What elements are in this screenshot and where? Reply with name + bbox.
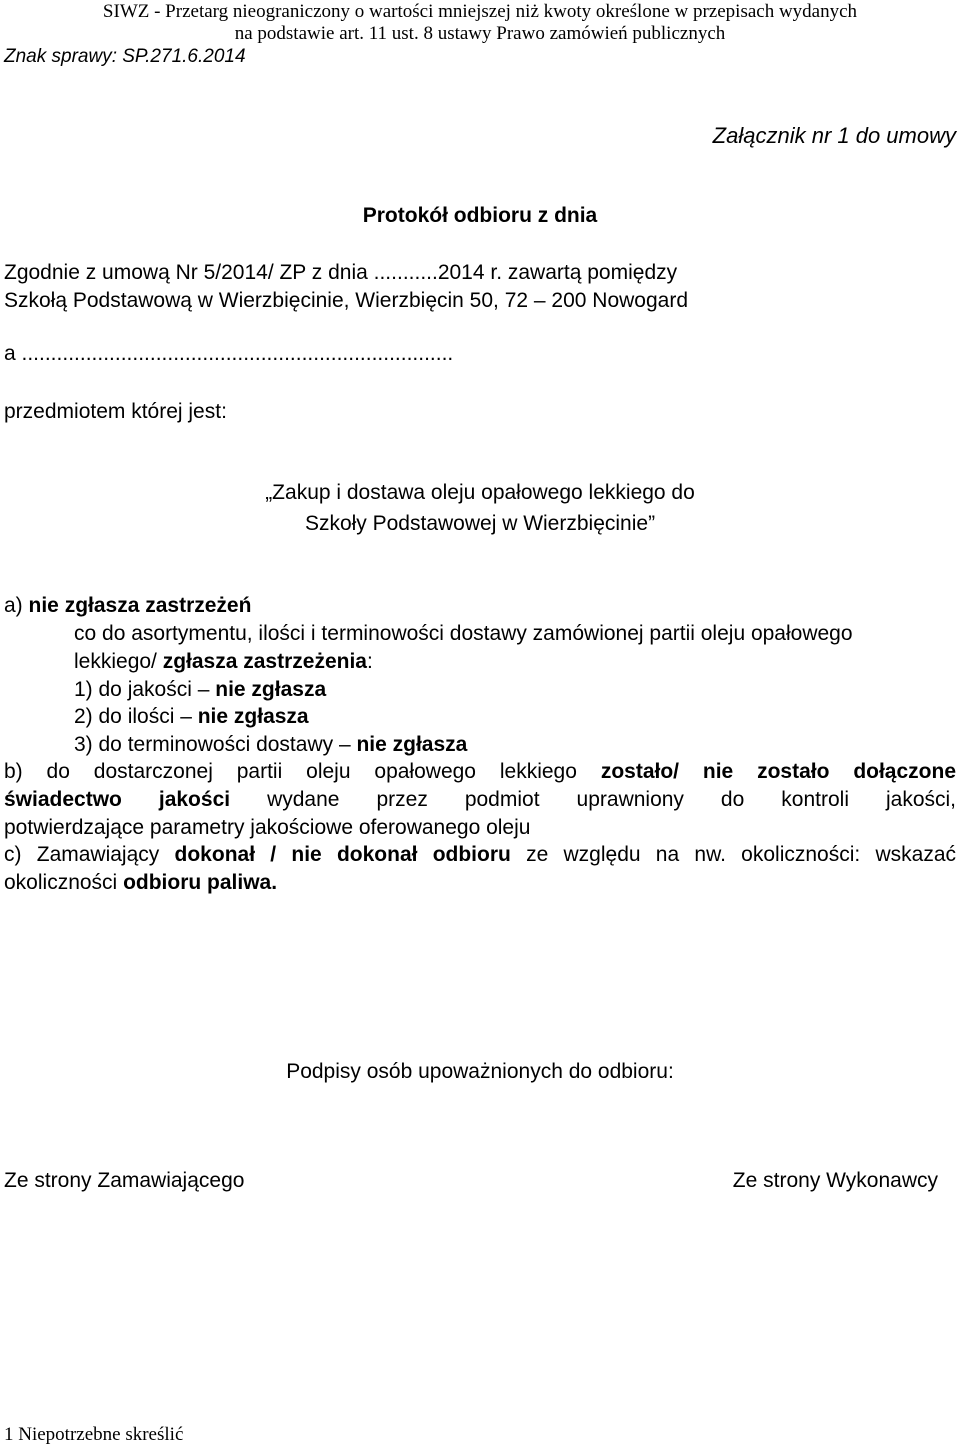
- signature-ordering-party: Ze strony Zamawiającego: [4, 1169, 245, 1192]
- section-b-line-3: potwierdzające parametry jakościowe oferowanego oleju: [4, 816, 531, 839]
- section-c-line-1-bold: dokonał / nie dokonał odbioru: [174, 843, 511, 866]
- item-2-bold: nie zgłasza: [197, 705, 309, 728]
- header-line-2: na podstawie art. 11 ust. 8 ustawy Prawo zamówień publicznych: [234, 23, 726, 44]
- intro-line-1: Zgodnie z umową Nr 5/2014/ ZP z dnia ...........2014 r. zawartą pomiędzy: [4, 261, 678, 284]
- section-a-item-3: [74, 731, 467, 759]
- intro-line-4: przedmiotem której jest:: [4, 400, 227, 423]
- section-c-line-1-end: ze względu na nw. okoliczności: wskazać: [510, 843, 956, 866]
- section-a-line-3: [74, 648, 373, 676]
- section-a-line-3-end: :: [366, 650, 373, 673]
- section-a-line-2: co do asortymentu, ilości i terminowości dostawy zamówionej partii oleju opałowego: [74, 622, 853, 645]
- section-a-item-2: [74, 703, 309, 731]
- item-2-normal: 2) do ilości –: [74, 705, 198, 728]
- section-c-line-2: [4, 869, 277, 897]
- section-a-bold: nie zgłasza zastrzeżeń: [28, 594, 252, 617]
- section-c-line-2-normal: okoliczności: [4, 871, 124, 894]
- section-a-line-3-normal: lekkiego/: [74, 650, 163, 673]
- item-1-normal: 1) do jakości –: [74, 678, 216, 701]
- section-b-line-2-normal: wydane przez podmiot uprawniony do kontroli jakości,: [230, 788, 957, 811]
- section-c-line-1: [4, 841, 956, 869]
- signature-contractor: Ze strony Wykonawcy: [732, 1169, 938, 1192]
- attachment-label: Załącznik nr 1 do umowy: [712, 123, 956, 148]
- section-a-line-3-bold: zgłasza zastrzeżenia: [162, 650, 367, 673]
- section-a-line-1: [4, 592, 251, 620]
- section-c-line-2-bold: odbioru paliwa.: [123, 871, 278, 894]
- section-b-line-1: [4, 758, 956, 786]
- header-line-1: SIWZ - Przetarg nieograniczony o wartości mniejszej niż kwoty określone w przepisach wydanych: [102, 1, 858, 22]
- intro-line-3: a ..........................................................................: [4, 342, 454, 365]
- item-3-bold: nie zgłasza: [356, 733, 468, 756]
- intro-line-2: Szkołą Podstawową w Wierzbięcinie, Wierzbięcin 50, 72 – 200 Nowogard: [4, 289, 688, 312]
- document-title: Protokół odbioru z dnia: [362, 204, 598, 227]
- section-a-prefix: a): [4, 594, 29, 617]
- section-b-line-2: [4, 786, 956, 814]
- footnote: 1 Niepotrzebne skreślić: [4, 1424, 184, 1445]
- item-1-bold: nie zgłasza: [215, 678, 327, 701]
- subject-line-1: „Zakup i dostawa oleju opałowego lekkiego do: [265, 481, 695, 504]
- section-a-item-1: [74, 676, 326, 704]
- section-b-line-1-normal: b) do dostarczonej partii oleju opałowego lekkiego: [4, 760, 601, 783]
- section-b-line-1-bold: zostało/ nie zostało dołączone: [600, 760, 957, 783]
- item-3-normal: 3) do terminowości dostawy –: [74, 733, 357, 756]
- case-number: Znak sprawy: SP.271.6.2014: [4, 46, 246, 67]
- signatures-heading: Podpisy osób upoważnionych do odbioru:: [286, 1060, 674, 1083]
- section-b-line-2-bold: świadectwo jakości: [4, 788, 231, 811]
- subject-line-2: Szkoły Podstawowej w Wierzbięcinie”: [304, 512, 656, 535]
- section-c-line-1-normal: c) Zamawiający: [4, 843, 175, 866]
